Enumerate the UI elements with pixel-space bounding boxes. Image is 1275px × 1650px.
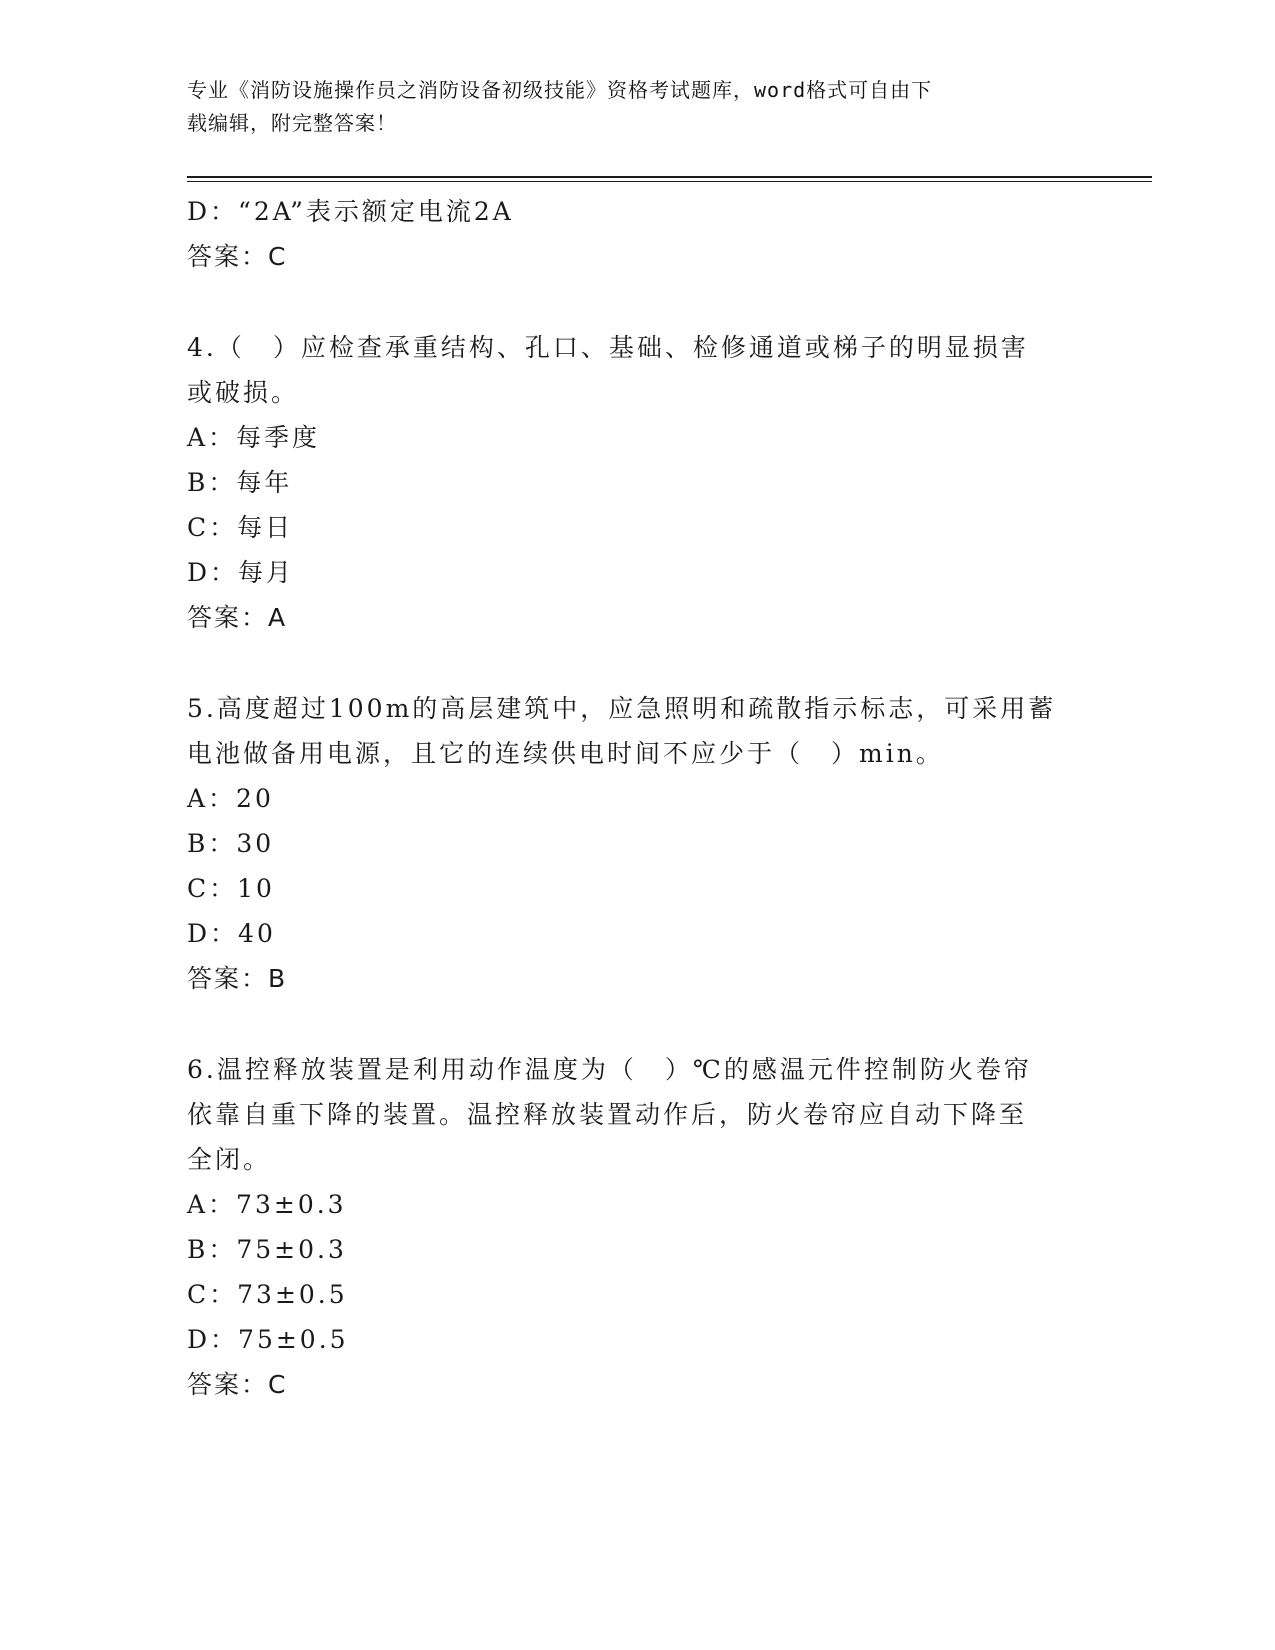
question-6 <box>187 1047 1087 1407</box>
question-stem-line: 5.高度超过100m的高层建筑中，应急照明和疏散指示标志，可采用蓄 <box>187 694 1057 723</box>
option-d: D：每月 <box>187 558 295 587</box>
option-a: A：20 <box>187 784 274 813</box>
spacer <box>187 640 1087 686</box>
question-stem-line: 全闭。 <box>187 1145 272 1174</box>
header-line-1: 专业《消防设施操作员之消防设备初级技能》资格考试题库，word格式可自由下 <box>187 78 933 102</box>
document-header <box>187 74 1067 140</box>
question-5 <box>187 686 1087 1001</box>
header-divider-thin <box>187 181 1152 182</box>
question-stem-line: 4.（ ）应检查承重结构、孔口、基础、检修通道或梯子的明显损害 <box>187 333 1029 362</box>
spacer <box>187 279 1087 325</box>
option-b: B：75±0.3 <box>187 1235 347 1264</box>
option-b: B：每年 <box>187 468 293 497</box>
option-c: C：每日 <box>187 513 294 542</box>
question-3-option-d: D：“2A”表示额定电流2A <box>187 197 514 226</box>
header-line-2: 载编辑，附完整答案！ <box>187 111 397 135</box>
option-d: D：75±0.5 <box>187 1325 349 1354</box>
header-divider-thick <box>187 176 1152 178</box>
question-stem-line: 依靠自重下降的装置。温控释放装置动作后，防火卷帘应自动下降至 <box>187 1100 1028 1129</box>
answer: 答案：B <box>187 964 288 993</box>
question-stem-line: 电池做备用电源，且它的连续供电时间不应少于（ ）min。 <box>187 739 944 768</box>
option-d: D：40 <box>187 919 276 948</box>
option-a: A：73±0.3 <box>187 1190 347 1219</box>
option-a: A：每季度 <box>187 423 321 452</box>
answer: 答案：A <box>187 603 288 632</box>
option-c: C：10 <box>187 874 275 903</box>
question-stem-line: 或破损。 <box>187 378 300 407</box>
option-b: B：30 <box>187 829 275 858</box>
option-c: C：73±0.5 <box>187 1280 348 1309</box>
question-list <box>187 189 1087 1407</box>
question-stem-line: 6.温控释放装置是利用动作温度为（ ）℃的感温元件控制防火卷帘 <box>187 1055 1032 1084</box>
spacer <box>187 1001 1087 1047</box>
answer: 答案：C <box>187 1370 288 1399</box>
question-4 <box>187 325 1087 640</box>
question-3-answer: 答案：C <box>187 242 288 271</box>
